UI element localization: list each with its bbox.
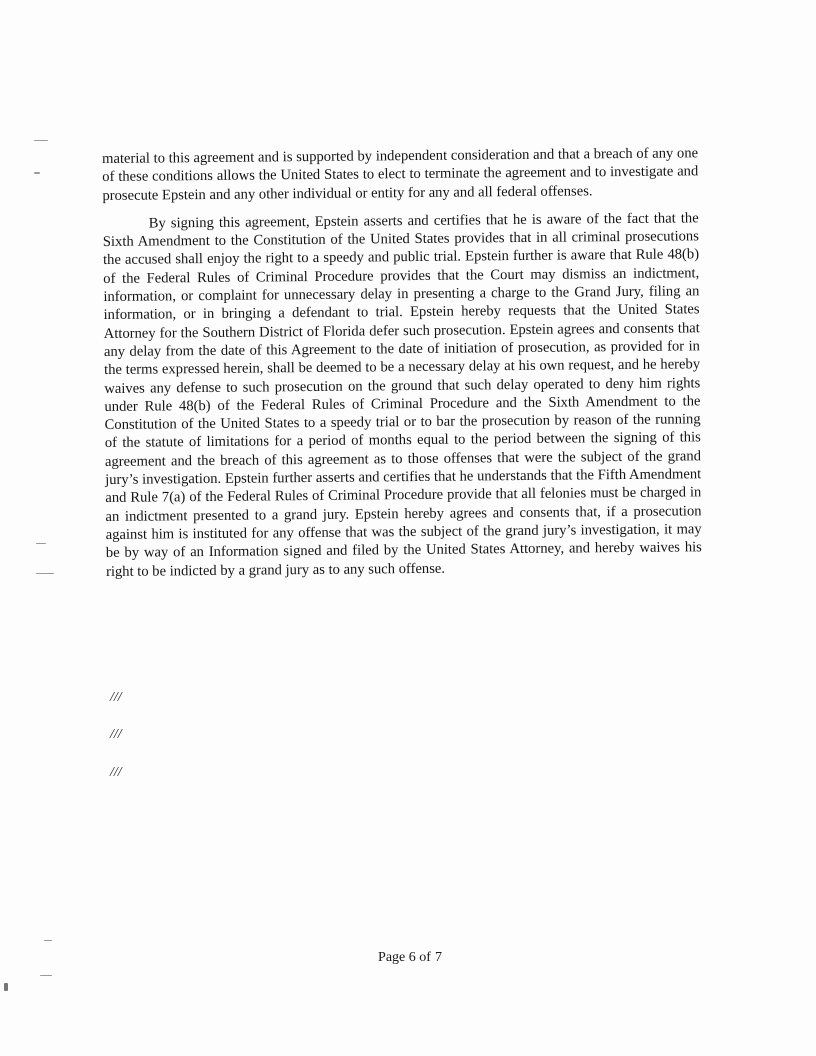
page-number-label: Page 6 of: [378, 950, 431, 965]
scan-speck: [44, 940, 52, 941]
separator-mark: ///: [110, 690, 122, 705]
page-footer: [0, 950, 816, 966]
separator-mark: ///: [110, 765, 122, 780]
scan-speck: [34, 172, 40, 174]
scan-speck: [36, 573, 54, 574]
scan-speck: [36, 543, 46, 544]
scan-speck: [4, 983, 8, 991]
paragraph-waiver: By signing this agreement, Epstein asserts and certifies that he is aware of the fact that the Sixth Amendment to the Constitution of the United States provides that in all criminal prosecutions the accused shall enjoy the right to a speedy and public trial. Epstein further is aware that Rule 48(b) of the Federal Rules of Criminal Procedure provides that the Court may dismiss an indictment, information, or complaint for unnecessary delay in presenting a charge to the Grand Jury, filing an information, or in bringing a defendant to trial. Epstein hereby requests that the United States Attorney for the Southern District of Florida defer such prosecution. Epstein agrees and consents that any delay from the date of this Agreement to the date of initiation of prosecution, as provided for in the terms expressed herein, shall be deemed to be a necessary delay at his own request, and he hereby waives any defense to such prosecution on the ground that such delay operated to deny him rights under Rule 48(b) of the Federal Rules of Criminal Procedure and the Sixth Amendment to the Constitution of the United States to a speedy trial or to bar the prosecution by reason of the running of the statute of limitations for a period of months equal to the period between the signing of this agreement and the breach of this agreement as to those offenses that were the subject of the grand jury’s investigation. Epstein further asserts and certifies that he understands that the Fifth Amendment and Rule 7(a) of the Federal Rules of Criminal Procedure provide that all felonies must be charged in an indictment presented to a grand jury. Epstein hereby agrees and consents that, if a prosecution against him is instituted for any offense that was the subject of the grand jury’s investigation, it may be by way of an Information signed and filed by the United States Attorney, and hereby waives his right to be indicted by a grand jury as to any such offense.: [102, 210, 702, 580]
scan-speck: [34, 140, 48, 141]
document-body: [102, 144, 702, 591]
page-total: 7: [434, 950, 442, 965]
paragraph-continuation: material to this agreement and is supported by independent consideration and that a breach of any one of these conditions allows the United States to elect to terminate the agreement and to investigate and prosecute Epstein and any other individual or entity for any and all federal offenses.: [102, 145, 699, 204]
separator-mark: ///: [110, 727, 122, 742]
scan-speck: [40, 975, 52, 976]
